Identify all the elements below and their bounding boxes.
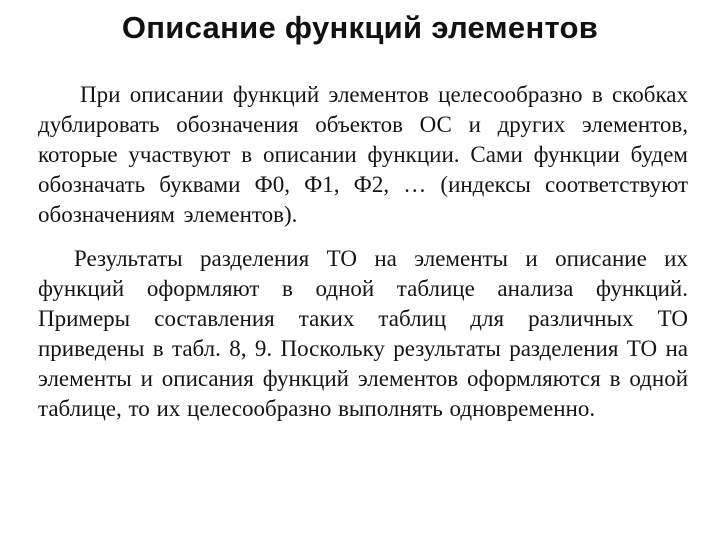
paragraph-1: При описании функций элементов целесообразно в скобках дублировать обозначения объектов ОС и других элементов, которые участвуют в описании функции. Сами функции будем обозначать буквами Ф0, Ф1, Ф2, … (индексы соответствуют обозначениям элементов). <box>38 82 688 227</box>
scanned-text-block <box>38 80 688 424</box>
slide-title: Описание функций элементов <box>121 10 599 45</box>
paragraph-2: Результаты разделения ТО на элементы и описание их функций оформляют в одной таблице анализа функций. Примеры составления таких таблиц для различных ТО приведены в табл. 8, 9. Поскольку результаты разделения ТО на элементы и описания функций элементов оформляются в одной таблице, то их целесообразно выполнять одновременно. <box>38 246 688 421</box>
